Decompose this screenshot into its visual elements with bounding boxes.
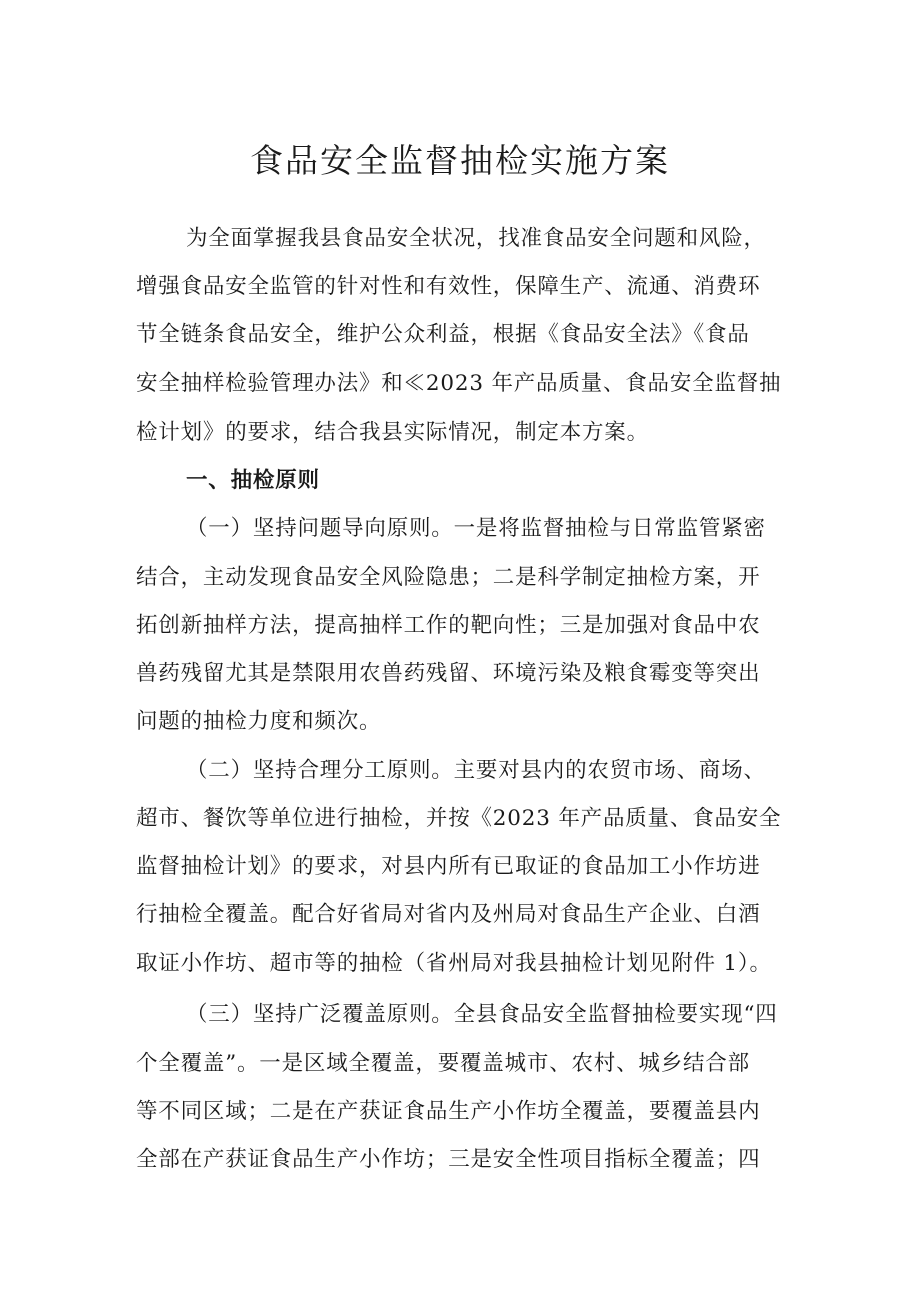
para1-line-5: 问题的抽检力度和频次。 [136,709,382,734]
para3-line-2: 个全覆盖”。一是区域全覆盖，要覆盖城市、农村、城乡结合部 [136,1051,750,1076]
intro-line-1: 为全面掌握我县食品安全状况，找准食品安全问题和风险， [186,226,766,251]
para1-line-4: 兽药残留尤其是禁限用农兽药残留、环境污染及粮食霉变等突出 [136,661,761,686]
para2-line-2: 超市、餐饮等单位进行抽检，并按《2023 年产品质量、食品安全 [136,806,782,831]
intro-line-4: 安全抽样检验管理办法》和≪2023 年产品质量、食品安全监督抽 [136,371,782,396]
section-heading: 一、抽检原则 [186,468,320,493]
para3-line-4: 全部在产获证食品生产小作坊；三是安全性项目指标全覆盖；四 [136,1147,761,1172]
para3-line-1: （三）坚持广泛覆盖原则。全县食品安全监督抽检要实现“四 [186,1002,778,1027]
para1-line-1: （一）坚持问题导向原则。一是将监督抽检与日常监管紧密 [186,516,766,541]
para1-line-2: 结合，主动发现食品安全风险隐患；二是科学制定抽检方案，开 [136,565,761,590]
intro-line-5: 检计划》的要求，结合我县实际情况，制定本方案。 [136,420,649,445]
intro-line-3: 节全链条食品安全，维护公众利益，根据《食品安全法》《食品 [136,322,750,347]
para2-line-1: （二）坚持合理分工原则。主要对县内的农贸市场、商场、 [186,758,766,783]
para1-line-3: 拓创新抽样方法，提高抽样工作的靶向性；三是加强对食品中农 [136,613,761,638]
para2-line-5: 取证小作坊、超市等的抽检（省州局对我县抽检计划见附件 1）。 [136,951,772,976]
document-title: 食品安全监督抽检实施方案 [250,141,670,180]
para2-line-3: 监督抽检计划》的要求，对县内所有已取证的食品加工小作坊进 [136,854,761,879]
para3-line-3: 等不同区域；二是在产获证食品生产小作坊全覆盖，要覆盖县内 [136,1099,761,1124]
para2-line-4: 行抽检全覆盖。配合好省局对省内及州局对食品生产企业、白酒 [136,902,761,927]
intro-line-2: 增强食品安全监管的针对性和有效性，保障生产、流通、消费环 [136,274,761,299]
